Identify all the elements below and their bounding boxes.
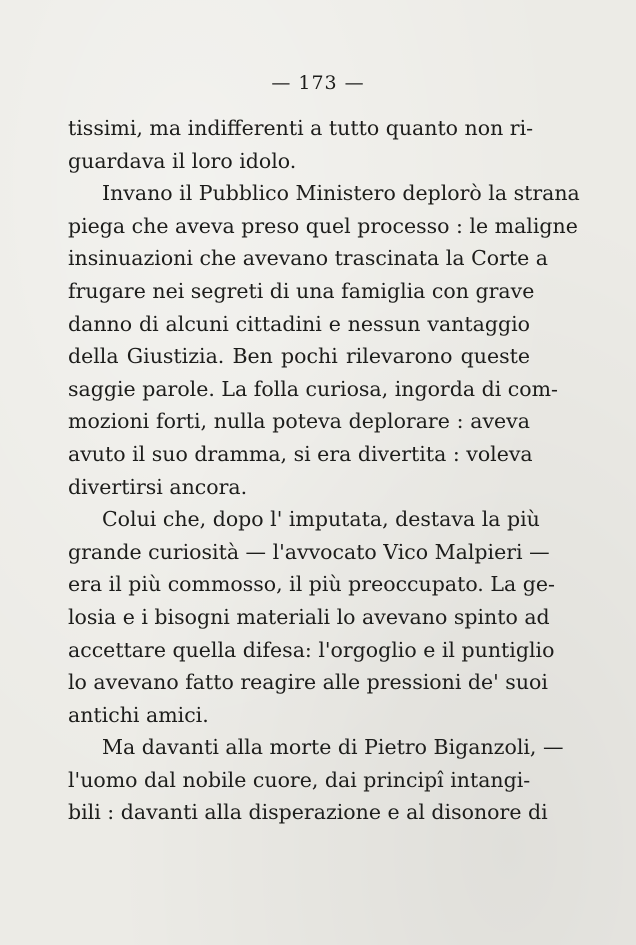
text-line: accettare quella difesa: l'orgoglio e il puntiglio [68, 637, 555, 662]
text-line: grande curiosità — l'avvocato Vico Malpieri — [68, 539, 550, 564]
text-line: Invano il Pubblico Ministero deplorò la strana [102, 181, 580, 206]
text-line: lo avevano fatto reagire alle pressioni de' suoi [68, 670, 548, 695]
text-line: tissimi, ma indifferenti a tutto quanto non ri- [68, 116, 534, 140]
text-line: piega che aveva preso quel processo : le maligne [68, 213, 578, 238]
text-line: divertirsi ancora. [68, 474, 248, 499]
text-line: della Giustizia. Ben pochi rilevarono queste [68, 344, 530, 369]
text-line: antichi amici. [68, 702, 209, 727]
text-line: frugare nei segreti di una famiglia con grave [68, 278, 535, 303]
text-line: l'uomo dal nobile cuore, dai principî intangi- [68, 767, 531, 792]
body-text [68, 112, 580, 829]
text-line: avuto il suo dramma, si era divertita : voleva [68, 441, 533, 466]
text-line: Colui che, dopo l' imputata, destava la più [102, 507, 540, 532]
text-line: losia e i bisogni materiali lo avevano spinto ad [68, 604, 550, 629]
text-line: saggie parole. La folla curiosa, ingorda di com- [68, 376, 558, 401]
text-line: guardava il loro idolo. [68, 148, 297, 173]
text-line: era il più commosso, il più preoccupato. La ge- [68, 572, 555, 597]
page-number: — 173 — [271, 72, 365, 94]
text-line: mozioni forti, nulla poteva deplorare : aveva [68, 409, 530, 434]
text-line: danno di alcuni cittadini e nessun vantaggio [68, 311, 530, 336]
text-line: Ma davanti alla morte di Pietro Biganzoli, — [102, 735, 564, 760]
text-line: bili : davanti alla disperazione e al disonore di [68, 800, 548, 825]
text-line: insinuazioni che avevano trascinata la Corte a [68, 246, 549, 271]
